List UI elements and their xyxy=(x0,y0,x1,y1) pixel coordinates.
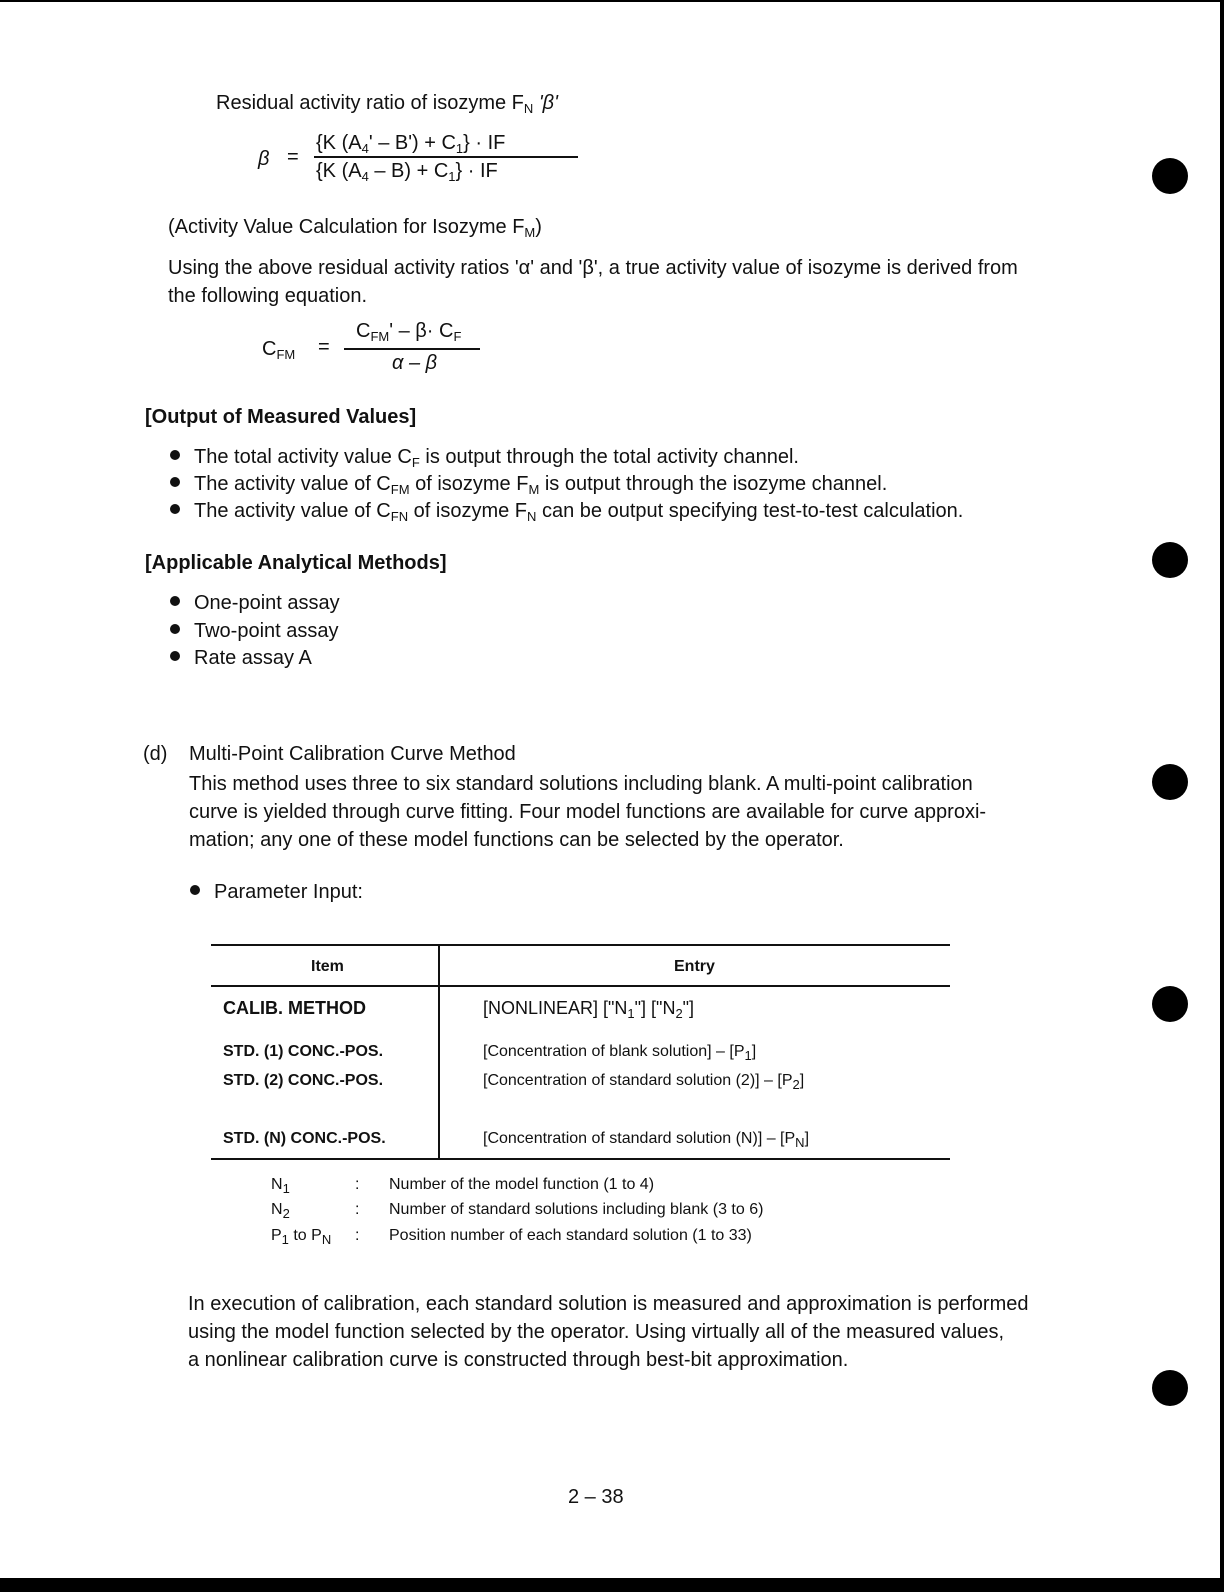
table-row-entry: [NONLINEAR] $["N_1"]$ $["N_2"]$ xyxy=(483,998,695,1021)
bullet-icon xyxy=(170,450,180,460)
legend-description: Position number of each standard solution (1 to 33) xyxy=(389,1227,752,1244)
table-row-entry: [Concentration of standard solution $(N)] - [P_N]$ xyxy=(483,1130,810,1150)
punch-hole xyxy=(1152,542,1188,578)
table-header-rule xyxy=(211,985,950,987)
cfm-fraction-bar xyxy=(344,348,480,350)
table-row-item: STD. (2) CONC.-POS. xyxy=(223,1072,384,1089)
punch-hole xyxy=(1152,158,1188,194)
page-edge-bottom xyxy=(0,1578,1224,1592)
table-row-item: STD. (N) CONC.-POS. xyxy=(223,1130,386,1147)
bullet-icon xyxy=(190,885,200,895)
section-label: (d) xyxy=(143,743,168,765)
table-row-item: CALIB. METHOD xyxy=(223,998,366,1018)
bullet-icon xyxy=(170,651,180,661)
cfm-numerator: $C_{FM}' - \beta\cdot C_F$ xyxy=(356,320,462,344)
bullet-icon xyxy=(170,504,180,514)
page-number: 2 – 38 xyxy=(568,1486,624,1508)
legend-symbol: $N_1$ xyxy=(271,1176,290,1196)
cfm-lhs: $C_{FM}$ xyxy=(262,338,296,362)
legend-symbol: $P_1$ to $P_N$ xyxy=(271,1227,332,1247)
execution-paragraph: In execution of calibration, each standard solution is measured and approximation is performed using the model function selected by the operator. Using virtually all of the measured values, a nonlinear calibration curve is constructed through best-bit approximation. xyxy=(188,1293,1029,1371)
punch-hole xyxy=(1152,986,1188,1022)
table-row-entry: [Concentration of standard solution $(2)] - [P_2]$ xyxy=(483,1072,805,1092)
methods-item: One-point assay xyxy=(170,592,340,615)
parameter-input-label: Parameter Input: xyxy=(190,881,363,904)
punch-hole xyxy=(1152,1370,1188,1406)
table-header-entry: Entry xyxy=(674,958,715,975)
residual-ratio-heading: Residual activity ratio of isozyme $F_N$ 'β' xyxy=(216,92,558,116)
activity-calc-heading: (Activity Value Calculation for Isozyme $F_M$) xyxy=(168,216,542,240)
page-edge-top xyxy=(0,0,1224,2)
table-header-item: Item xyxy=(311,958,344,975)
beta-numerator: {K $(A_4' - B') + C_1$} · IF xyxy=(316,132,506,156)
table-row-item: STD. (1) CONC.-POS. xyxy=(223,1043,384,1060)
output-bullet-1: The total activity value $C_F$ is output through the total activity channel. xyxy=(170,446,799,469)
multipoint-paragraph: This method uses three to six standard solutions including blank. A multi-point calibration curve is yielded through curve fitting. Four model functions are available for curve approxi- mation; any one of these model functions can be selected by the operator. xyxy=(189,773,987,851)
using-paragraph: Using the above residual activity ratios 'α' and 'β', a true activity value of isozyme is derived from the following equation. xyxy=(168,257,1018,307)
beta-fraction-bar xyxy=(314,156,578,158)
punch-hole xyxy=(1152,764,1188,800)
page-edge-right xyxy=(1220,0,1224,1592)
output-bullet-3: The activity value of $C_{FN}$ of isozyme $F_N$ can be output specifying test-to-test calculation. xyxy=(170,500,963,523)
bullet-icon xyxy=(170,624,180,634)
bullet-icon xyxy=(170,477,180,487)
beta-denominator: {K $(A_4 - B) + C_1$} · IF xyxy=(316,160,498,184)
methods-item: Rate assay A xyxy=(170,647,312,670)
table-bottom-rule xyxy=(211,1158,950,1160)
table-top-rule xyxy=(211,944,950,946)
output-bullet-2: The activity value of $C_{FM}$ of isozyme $F_M$ is output through the isozyme channel. xyxy=(170,473,887,496)
table-column-divider xyxy=(438,946,440,1158)
legend-symbol: $N_2$ xyxy=(271,1201,290,1221)
methods-item: Two-point assay xyxy=(170,620,339,643)
output-heading: [Output of Measured Values] xyxy=(145,406,417,428)
legend-description: Number of the model function (1 to 4) xyxy=(389,1176,655,1193)
legend-description: Number of standard solutions including blank (3 to 6) xyxy=(389,1201,764,1218)
table-row-entry: [Concentration of blank solution] – $[P_1]$ xyxy=(483,1043,757,1063)
section-title: Multi-Point Calibration Curve Method xyxy=(189,743,516,765)
methods-heading: [Applicable Analytical Methods] xyxy=(145,552,447,574)
bullet-icon xyxy=(170,596,180,606)
